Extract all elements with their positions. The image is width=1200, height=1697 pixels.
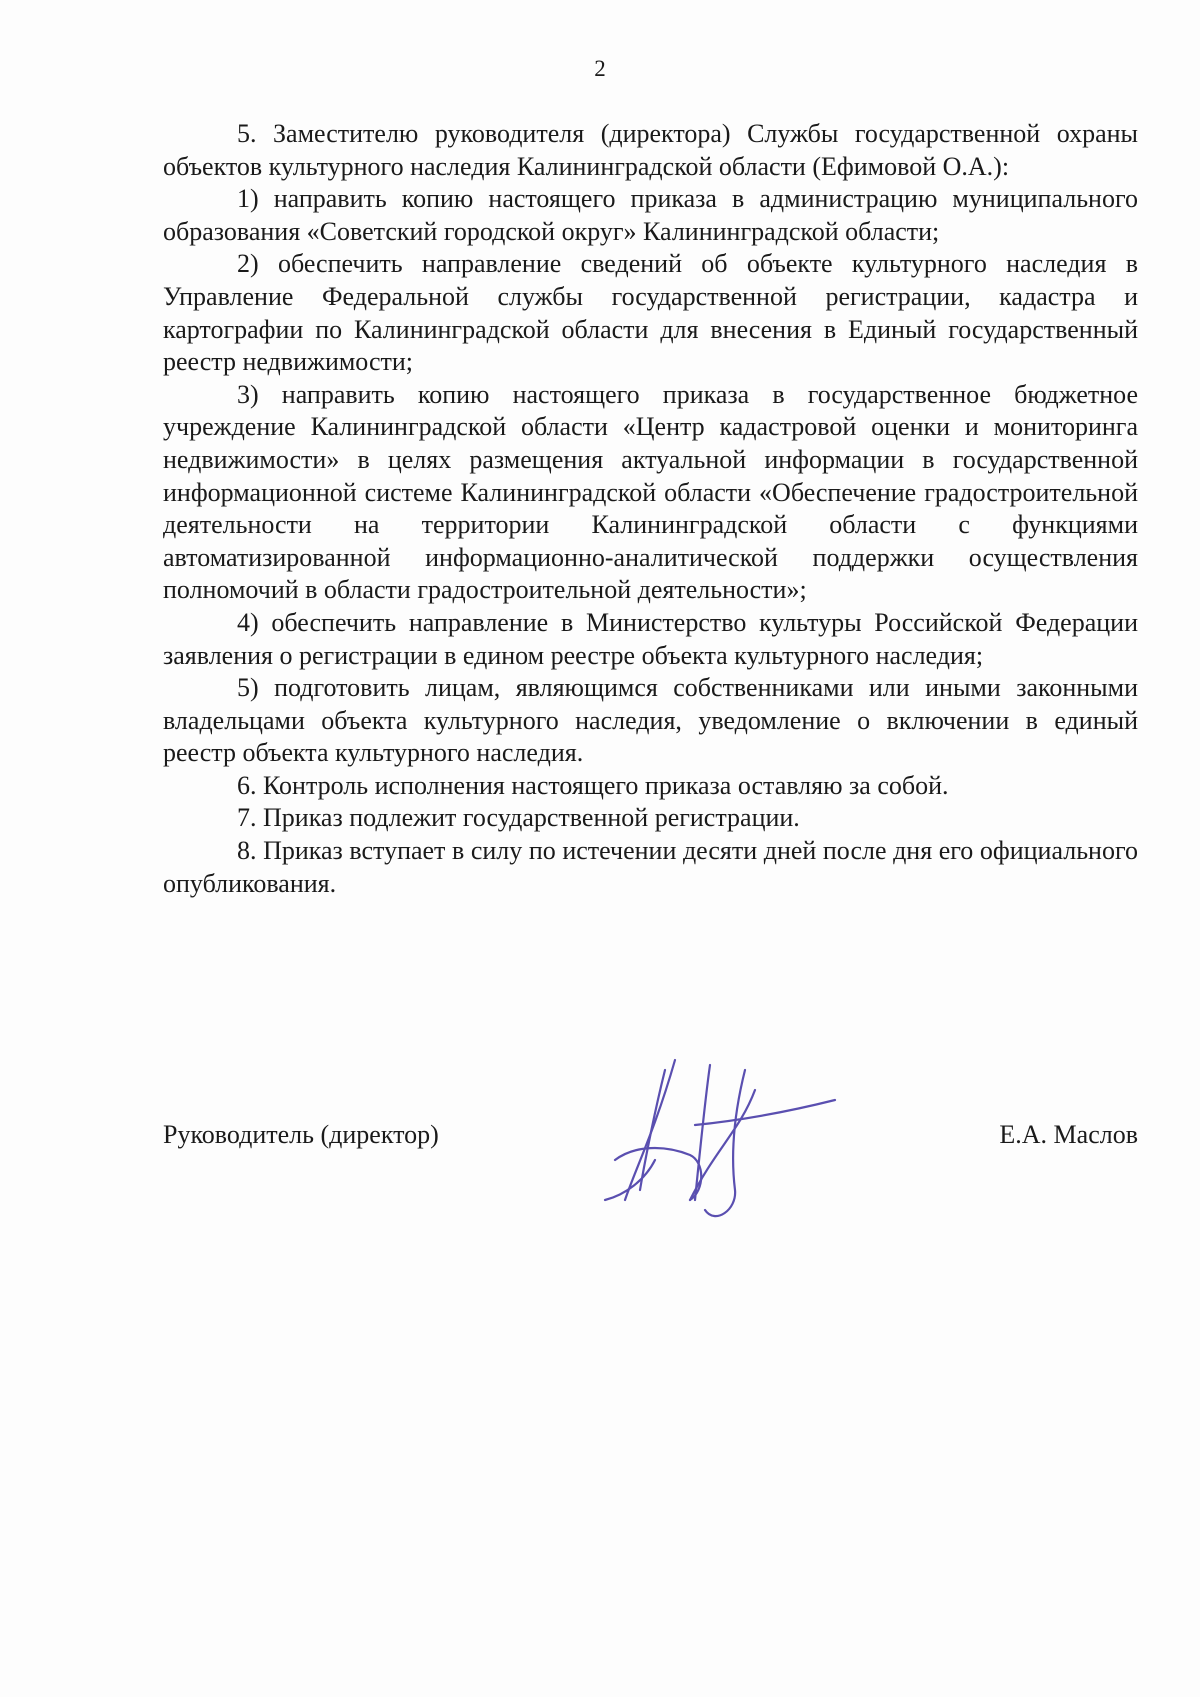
subparagraph-5: 5) подготовить лицам, являющимся собственниками или иными законными владельцами объекта культурного наследия, уведомление о включении в единый реестр объекта культурного наследия. xyxy=(163,673,1138,768)
paragraph-item-7: 7. Приказ подлежит государственной регистрации. xyxy=(237,803,800,833)
document-body xyxy=(163,118,1138,900)
paragraph-item-5: 5. Заместителю руководителя (директора) Службы государственной охраны объектов культурного наследия Калининградской области (Ефимовой О.А.): xyxy=(163,119,1138,181)
handwritten-signature xyxy=(595,1050,845,1230)
signatory-name: Е.А. Маслов xyxy=(999,1120,1138,1149)
subparagraph-1: 1) направить копию настоящего приказа в администрацию муниципального образования «Советский городской округ» Калининградской области; xyxy=(163,184,1138,246)
subparagraph-3: 3) направить копию настоящего приказа в государственное бюджетное учреждение Калининградской области «Центр кадастровой оценки и мониторинга недвижимости» в целях размещения актуальной информации в государственной информационной системе Калининградской области «Обеспечение градостроительной деятельности на территории Калининградской области с функциями автоматизированной информационно-аналитической поддержки осуществления полномочий в области градостроительной деятельности»; xyxy=(163,379,1138,605)
subparagraph-2: 2) обеспечить направление сведений об объекте культурного наследия в Управление Федеральной службы государственной регистрации, кадастра и картографии по Калининградской области для внесения в Единый государственный реестр недвижимости; xyxy=(163,249,1138,377)
paragraph-item-6: 6. Контроль исполнения настоящего приказа оставляю за собой. xyxy=(237,770,949,800)
signatory-position: Руководитель (директор) xyxy=(163,1120,439,1149)
subparagraph-4: 4) обеспечить направление в Министерство культуры Российской Федерации заявления о регистрации в едином реестре объекта культурного наследия; xyxy=(163,607,1138,670)
page-number: 2 xyxy=(594,56,606,81)
paragraph-item-8: 8. Приказ вступает в силу по истечении десяти дней после дня его официального опубликования. xyxy=(163,836,1138,898)
